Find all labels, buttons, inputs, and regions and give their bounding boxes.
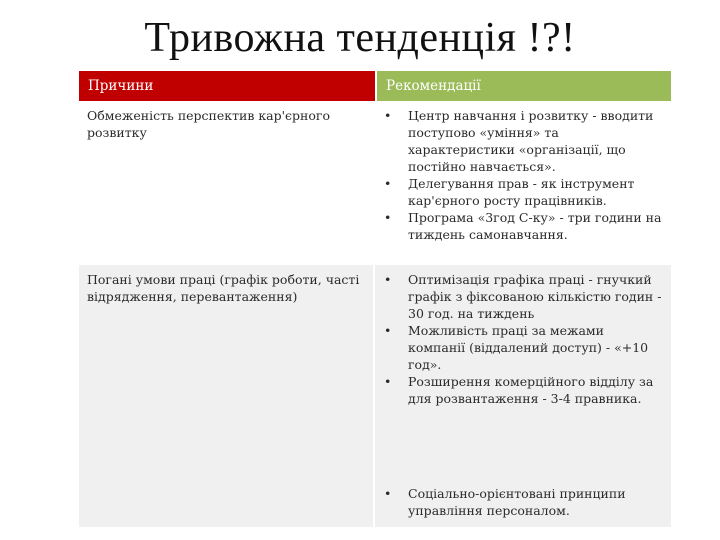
recommendations-cell [375, 101, 671, 265]
table-row [79, 101, 671, 265]
cause-cell [79, 475, 375, 527]
header-recommendations: Рекомендації [375, 71, 671, 101]
bullet-icon: • [384, 272, 392, 287]
slide-title: Тривожна тенденція !?! [144, 15, 576, 61]
recommendation-item [383, 322, 663, 373]
recommendation-list [383, 271, 663, 407]
bullet-icon: • [384, 210, 392, 225]
recommendation-text: Можливість праці за межами компанії (віддалений доступ) - «+10 год». [408, 323, 649, 372]
recommendation-item [383, 107, 663, 175]
recommendation-text: Розширення комерційного відділу за для розвантаження - 3-4 правника. [408, 374, 654, 406]
bullet-icon: • [384, 323, 392, 338]
table-header-row [79, 71, 671, 101]
recommendation-item [383, 175, 663, 209]
recommendation-item [383, 209, 663, 243]
recommendation-text: Оптимізація графіка праці - гнучкий графік з фіксованою кількістю годин - 30 год. на тиждень [408, 272, 662, 321]
recommendations-cell [375, 265, 671, 475]
table-row [79, 475, 671, 527]
cause-cell: Обмеженість перспектив кар'єрного розвитку [79, 101, 375, 265]
table-row [79, 265, 671, 475]
recommendation-text: Центр навчання і розвитку - вводити поступово «уміння» та характеристики «організації, що постійно навчається». [408, 108, 654, 174]
cause-cell: Погані умови праці (графік роботи, часті відрядження, перевантаження) [79, 265, 375, 475]
recommendation-list [383, 485, 663, 519]
header-causes: Причини [79, 71, 375, 101]
bullet-icon: • [384, 486, 392, 501]
recommendation-list [383, 107, 663, 243]
recommendation-item [383, 373, 663, 407]
bullet-icon: • [384, 176, 392, 191]
recommendation-text: Делегування прав - як інструмент кар'єрного росту працівників. [408, 176, 635, 208]
recommendation-text: Соціально-орієнтовані принципи управління персоналом. [408, 486, 626, 518]
recommendations-table [79, 71, 671, 527]
recommendations-cell [375, 475, 671, 527]
bullet-icon: • [384, 108, 392, 123]
recommendation-item [383, 485, 663, 519]
recommendation-text: Програма «3год С-ку» - три години на тиждень самонавчання. [408, 210, 662, 242]
bullet-icon: • [384, 374, 392, 389]
recommendation-item [383, 271, 663, 322]
